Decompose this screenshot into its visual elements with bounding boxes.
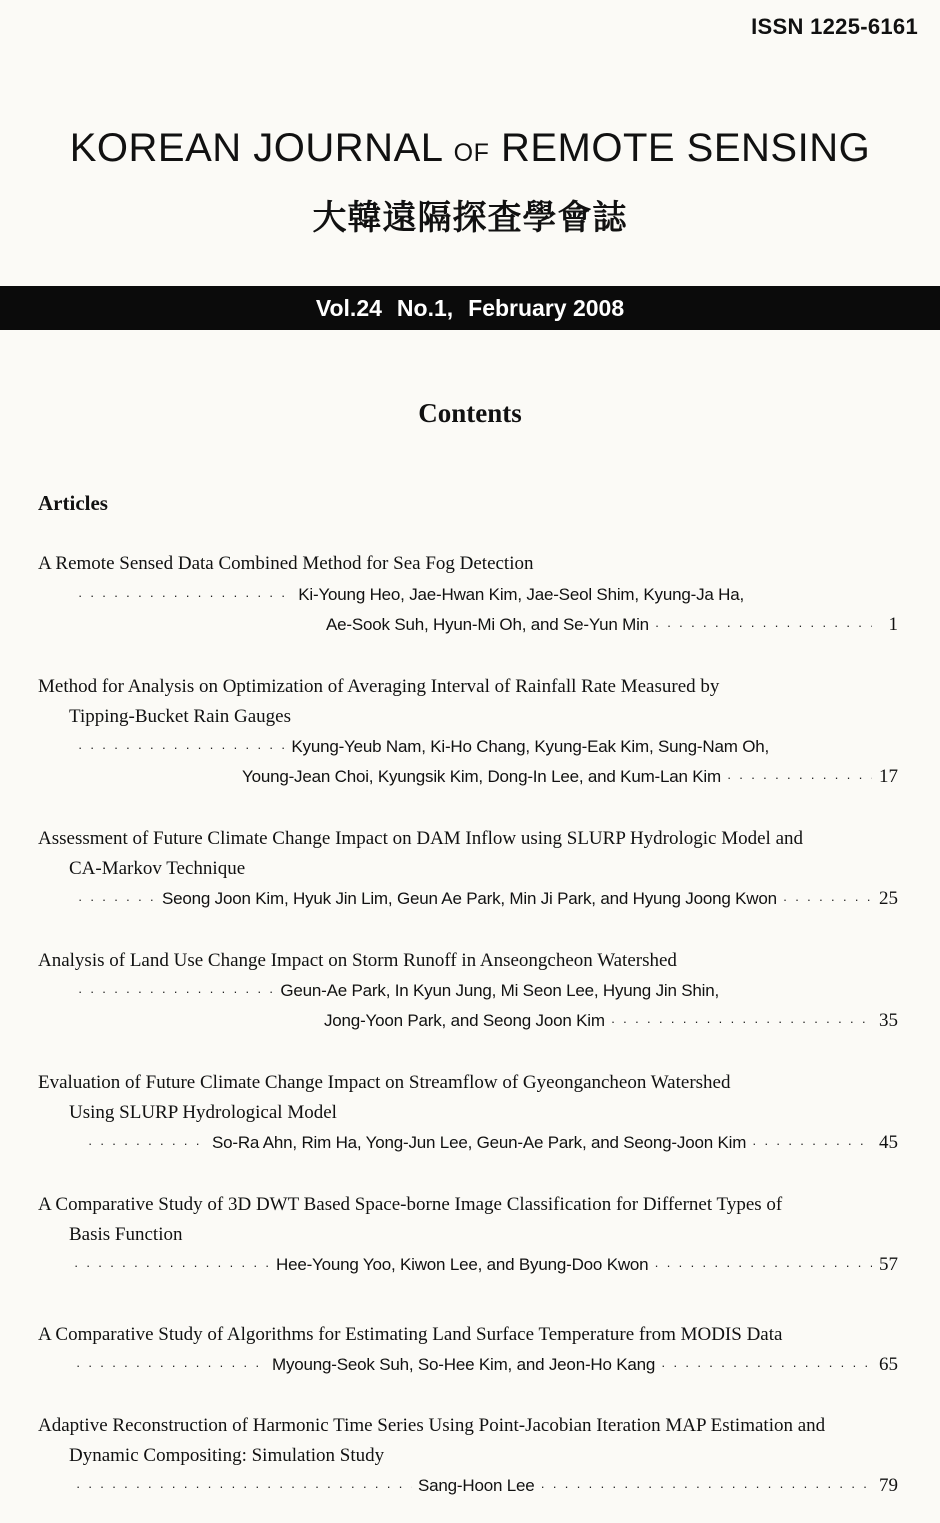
- leader-dots: [655, 618, 872, 633]
- article-authors: Jong-Yoon Park, and Seong Joon Kim: [324, 1011, 605, 1030]
- leader-dots: [783, 892, 872, 907]
- article-authors: Geun-Ae Park, In Kyun Jung, Mi Seon Lee, Hyung Jin Shin,: [280, 981, 719, 1000]
- article-page-number: 65: [879, 1354, 898, 1375]
- leader-dots: [76, 1479, 412, 1494]
- article-authors: Myoung-Seok Suh, So-Hee Kim, and Jeon-Ho Kang: [272, 1355, 656, 1374]
- leader-dots: [78, 892, 156, 907]
- article-page-number: 25: [879, 888, 898, 909]
- article-authors: Sang-Hoon Lee: [418, 1476, 535, 1495]
- article-authors-line: [320, 610, 898, 640]
- contents-heading: Contents: [418, 398, 522, 428]
- leader-dots: [654, 1258, 872, 1273]
- article-title: Analysis of Land Use Change Impact on Storm Runoff in Anseongcheon Watershed: [38, 950, 677, 971]
- leader-dots: [78, 984, 274, 999]
- leader-dots: [611, 1014, 872, 1029]
- article-authors: So-Ra Ahn, Rim Ha, Yong-Jun Lee, Geun-Ae Park, and Seong-Joon Kim: [212, 1133, 747, 1152]
- article-page-number: 35: [879, 1010, 898, 1031]
- issn-number: ISSN 1225-6161: [751, 14, 918, 39]
- article-authors: Kyung-Yeub Nam, Ki-Ho Chang, Kyung-Eak Kim, Sung-Nam Oh,: [291, 737, 769, 756]
- article-authors-line: [78, 732, 775, 762]
- article-authors: Ki-Young Heo, Jae-Hwan Kim, Jae-Seol Shim, Kyung-Ja Ha,: [298, 585, 744, 604]
- leader-dots: [78, 740, 285, 755]
- journal-title-part-a: KOREAN JOURNAL: [69, 126, 454, 170]
- article-authors: Hee-Young Yoo, Kiwon Lee, and Byung-Doo Kwon: [276, 1255, 649, 1274]
- article-title: Evaluation of Future Climate Change Impact on Streamflow of Gyeongancheon Watershed: [38, 1072, 731, 1093]
- article-title: A Comparative Study of 3D DWT Based Space-borne Image Classification for Differnet Types of: [38, 1194, 783, 1215]
- article-title-continued: Dynamic Compositing: Simulation Study: [69, 1445, 385, 1466]
- leader-dots: [752, 1136, 872, 1151]
- article-authors-line: [318, 1006, 898, 1036]
- article-authors-line: [76, 1350, 898, 1380]
- article-title: A Comparative Study of Algorithms for Estimating Land Surface Temperature from MODIS Data: [38, 1324, 783, 1345]
- leader-dots: [661, 1358, 872, 1373]
- article-page-number: 17: [879, 766, 898, 787]
- article-page-number: 79: [879, 1475, 898, 1496]
- article-authors-line: [88, 1128, 898, 1158]
- article-title-continued: Basis Function: [69, 1224, 183, 1245]
- article-authors-line: [78, 884, 898, 914]
- leader-dots: [78, 588, 292, 603]
- article-title: Assessment of Future Climate Change Impact on DAM Inflow using SLURP Hydrologic Model and: [38, 828, 804, 849]
- article-authors-line: [236, 762, 898, 792]
- article-authors: Young-Jean Choi, Kyungsik Kim, Dong-In Lee, and Kum-Lan Kim: [242, 767, 721, 786]
- issue-number-label: No.1,: [396, 295, 454, 321]
- article-authors: Ae-Sook Suh, Hyun-Mi Oh, and Se-Yun Min: [326, 615, 649, 634]
- article-authors-line: [78, 976, 725, 1006]
- article-authors-line: [78, 580, 750, 610]
- articles-section-heading: Articles: [38, 491, 108, 515]
- article-title-continued: CA-Markov Technique: [69, 858, 246, 879]
- article-title: Method for Analysis on Optimization of Averaging Interval of Rainfall Rate Measured by: [38, 676, 720, 697]
- journal-title: [0, 126, 940, 171]
- article-title-continued: Using SLURP Hydrological Model: [69, 1102, 337, 1123]
- leader-dots: [76, 1358, 266, 1373]
- journal-title-cjk: 大韓遠隔探査學會誌: [312, 198, 628, 238]
- journal-title-of: OF: [453, 139, 490, 167]
- volume-label: Vol.24: [315, 295, 382, 321]
- issue-date-label: February 2008: [468, 295, 625, 321]
- article-authors-line: [76, 1471, 898, 1501]
- article-page-number: 45: [879, 1132, 898, 1153]
- journal-title-part-b: REMOTE SENSING: [489, 126, 871, 170]
- article-page-number: 1: [888, 614, 898, 635]
- leader-dots: [727, 770, 872, 785]
- article-page-number: 57: [879, 1254, 898, 1275]
- leader-dots: [88, 1136, 206, 1151]
- leader-dots: [74, 1258, 270, 1273]
- article-authors: Seong Joon Kim, Hyuk Jin Lim, Geun Ae Park, Min Ji Park, and Hyung Joong Kwon: [162, 889, 777, 908]
- article-authors-line: [74, 1250, 898, 1280]
- issue-band: [0, 286, 940, 330]
- article-title-continued: Tipping-Bucket Rain Gauges: [69, 706, 292, 727]
- leader-dots: [541, 1479, 873, 1494]
- article-title: Adaptive Reconstruction of Harmonic Time Series Using Point-Jacobian Iteration MAP Estimation and: [38, 1415, 826, 1436]
- article-title: A Remote Sensed Data Combined Method for Sea Fog Detection: [38, 553, 534, 574]
